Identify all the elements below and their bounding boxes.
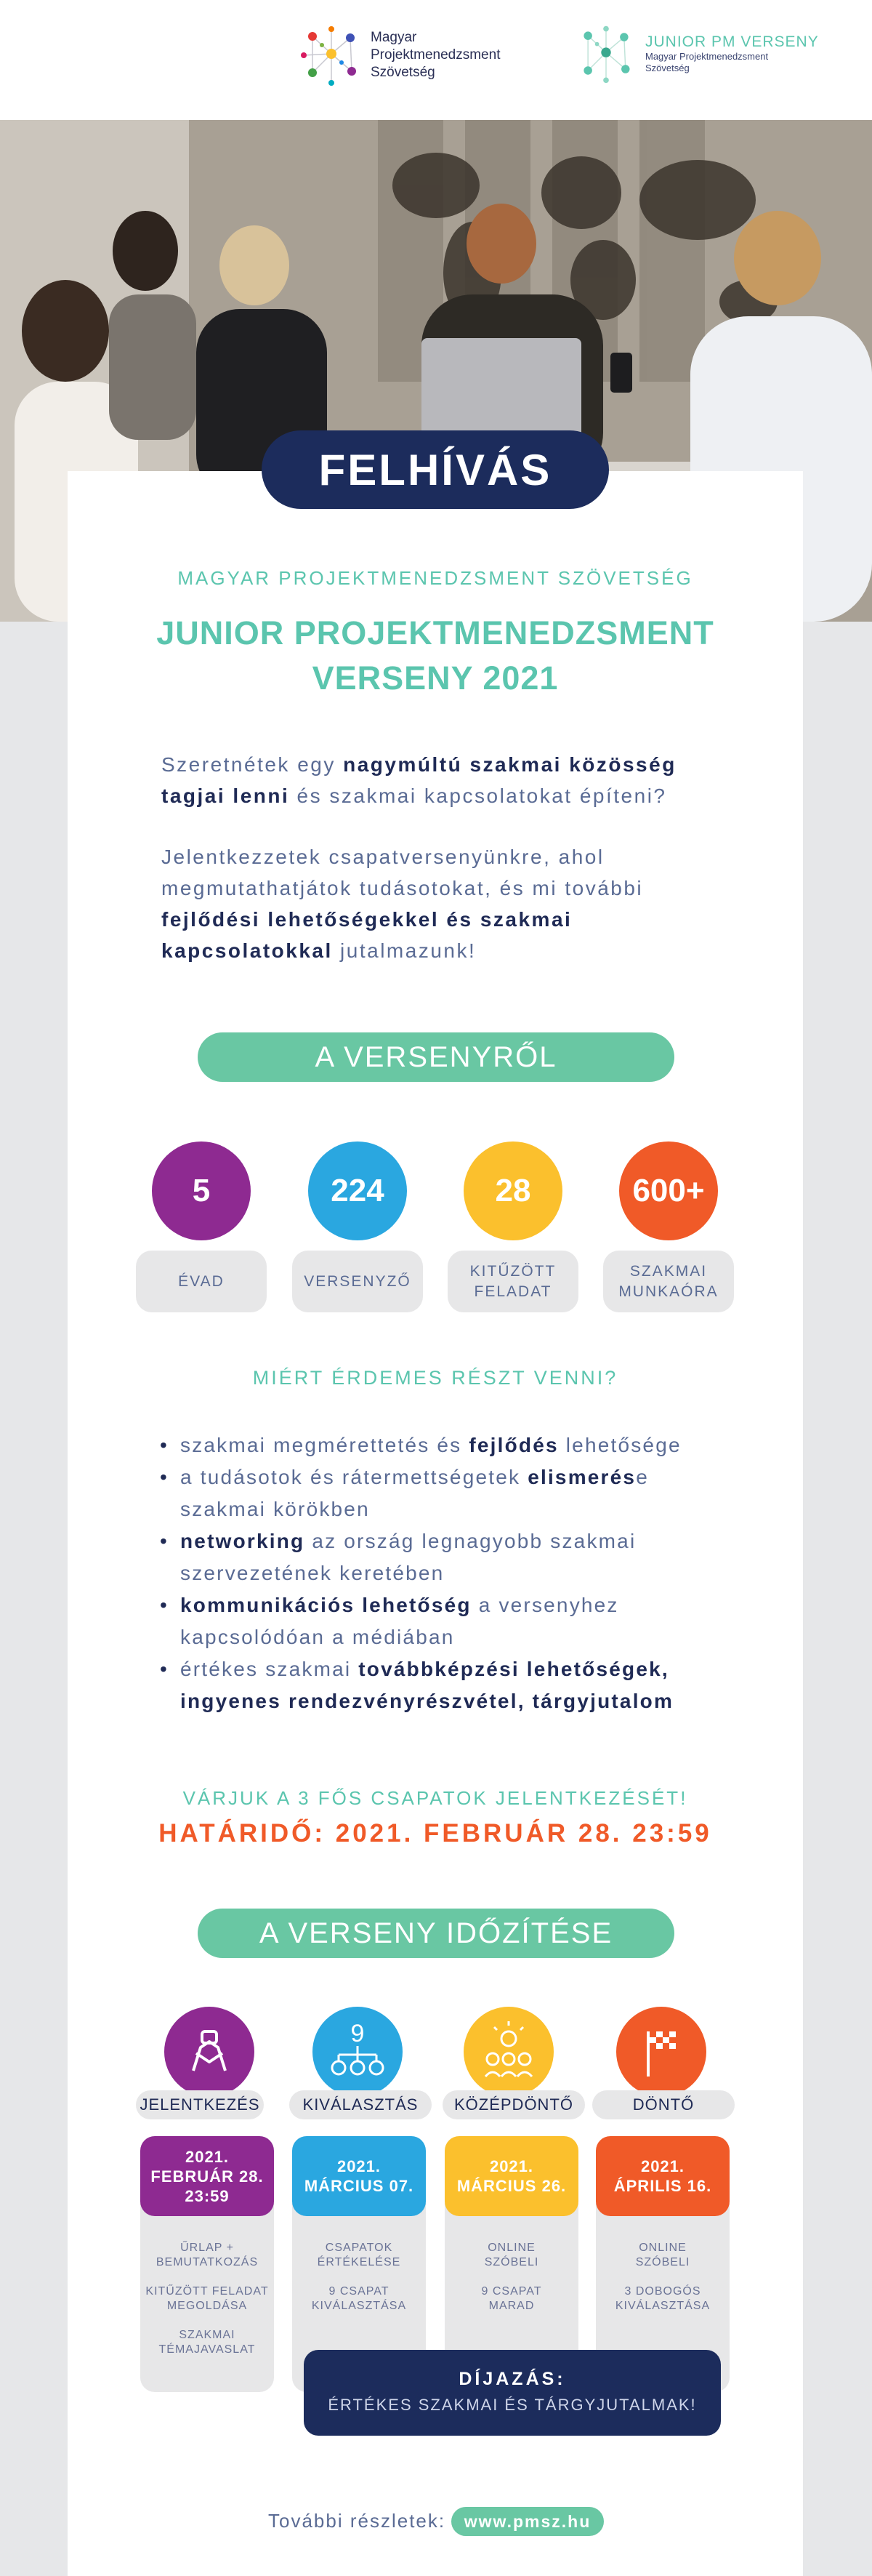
stage-date-final xyxy=(596,2136,730,2216)
junior-logo-title: JUNIOR PM VERSENY xyxy=(645,33,819,50)
stat-circle: 5 xyxy=(152,1141,251,1240)
mpsz-logo-line3: Szövetség xyxy=(371,65,435,80)
footer-text: További részletek: xyxy=(268,2510,446,2532)
stat-circle: 224 xyxy=(308,1141,407,1240)
detail-line: SZÓBELI xyxy=(635,2256,690,2268)
detail-line: 9 CSAPAT xyxy=(481,2285,542,2298)
date-line: 2021. xyxy=(336,2157,382,2175)
detail-item xyxy=(140,2328,274,2357)
intro-paragraph-1 xyxy=(161,749,728,811)
benefit-highlight: kommunikációs lehetőség xyxy=(180,1594,472,1616)
date-line: 2021. xyxy=(185,2147,230,2166)
handshake-team-icon xyxy=(164,2007,254,2097)
bullet: • xyxy=(160,1466,169,1488)
network-logo-green-icon xyxy=(574,22,638,86)
detail-line: SZÓBELI xyxy=(484,2256,539,2268)
idea-team-icon xyxy=(464,2007,554,2097)
junior-logo-text xyxy=(645,33,819,74)
detail-line: TÉMAJAVASLAT xyxy=(158,2343,256,2356)
why-title: MIÉRT ÉRDEMES RÉSZT VENNI? xyxy=(252,1367,618,1389)
selection-tree-icon xyxy=(312,2007,403,2097)
benefit-text: lehetősége xyxy=(558,1434,682,1456)
header xyxy=(0,0,872,120)
detail-line: CSAPATOK xyxy=(325,2242,393,2254)
finish-flag-icon xyxy=(616,2007,706,2097)
detail-line: 3 DOBOGÓS xyxy=(624,2285,701,2298)
date-line: MÁRCIUS 26. xyxy=(456,2177,567,2195)
org-name: MAGYAR PROJEKTMENEDZSMENT SZÖVETSÉG xyxy=(177,567,693,589)
detail-line: MEGOLDÁSA xyxy=(166,2300,248,2312)
detail-line: KIVÁLASZTÁSA xyxy=(311,2300,407,2312)
section-title-timeline: A VERSENY IDŐZÍTÉSE xyxy=(198,1909,674,1958)
intro-paragraph-2 xyxy=(161,841,728,966)
detail-line: 9 CSAPAT xyxy=(328,2285,389,2298)
detail-line: ŰRLAP + xyxy=(180,2242,234,2254)
prize-subtitle: ÉRTÉKES SZAKMAI ÉS TÁRGYJUTALMAK! xyxy=(328,2396,697,2414)
list-item xyxy=(160,1429,741,1461)
stage-label-semifinal: KÖZÉPDÖNTŐ xyxy=(443,2090,585,2119)
bullet: • xyxy=(160,1658,169,1680)
date-line: 23:59 xyxy=(185,2186,230,2205)
benefit-highlight: networking xyxy=(180,1530,305,1552)
mpsz-logo-line2: Projektmenedzsment xyxy=(371,47,501,63)
intro-p2-highlight: fejlődési lehetőségekkel és szakmai kapcsolatokkal xyxy=(161,908,573,962)
stat-label: ÉVAD xyxy=(136,1251,267,1312)
selection-number: 9 xyxy=(350,2020,365,2047)
prize-banner xyxy=(304,2350,721,2436)
detail-line: KIVÁLASZTÁSA xyxy=(615,2300,711,2312)
detail-line: BEMUTATKOZÁS xyxy=(156,2256,259,2268)
benefit-highlight: fejlődés xyxy=(469,1434,559,1456)
list-item xyxy=(160,1525,741,1589)
stat-label: KITŰZÖTT FELADAT xyxy=(448,1251,578,1312)
stage-date-application xyxy=(140,2136,274,2216)
intro-p1-text-c: és szakmai kapcsolatokat építeni? xyxy=(289,785,667,807)
benefit-text: a tudásotok és rátermettségetek xyxy=(180,1466,528,1488)
list-item xyxy=(160,1461,741,1525)
stat-circle: 28 xyxy=(464,1141,562,1240)
detail-item xyxy=(292,2284,426,2314)
mpsz-logo-line1: Magyar xyxy=(371,30,417,45)
junior-logo-line1: Magyar Projektmenedzsment xyxy=(645,51,769,62)
detail-item xyxy=(445,2241,578,2270)
stage-label-application: JELENTKEZÉS xyxy=(136,2090,264,2119)
date-line: 2021. xyxy=(640,2157,685,2175)
benefit-text: e szakmai körökben xyxy=(180,1466,649,1520)
intro-p2-text-a: Jelentkezzetek csapatversenyünkre, ahol megmutathatjátok tudásotokat, és mi további xyxy=(161,846,644,899)
bullet: • xyxy=(160,1594,169,1616)
detail-item xyxy=(140,2241,274,2270)
benefit-highlight: elismerés xyxy=(528,1466,637,1488)
date-line: 2021. xyxy=(489,2157,534,2175)
benefits-list xyxy=(160,1429,741,1717)
stage-details-application xyxy=(140,2203,274,2392)
benefit-text: értékes szakmai xyxy=(180,1658,359,1680)
page-title-line1: JUNIOR PROJEKTMENEDZSMENT xyxy=(156,614,714,651)
date-line: FEBRUÁR 28. xyxy=(150,2167,264,2186)
page-title-line2: VERSENY 2021 xyxy=(312,659,559,697)
stage-date-selection xyxy=(292,2136,426,2216)
network-logo-icon xyxy=(298,22,365,89)
stat-competitors xyxy=(292,1141,423,1312)
bullet: • xyxy=(160,1530,169,1552)
detail-item xyxy=(596,2241,730,2270)
detail-line: ÉRTÉKELÉSE xyxy=(317,2256,401,2268)
date-line: ÁPRILIS 16. xyxy=(613,2177,712,2195)
junior-pm-logo[interactable] xyxy=(574,22,819,86)
detail-line: SZAKMAI xyxy=(179,2329,235,2341)
benefit-text: a versenyhez kapcsolódóan a médiában xyxy=(180,1594,619,1648)
intro-p1-highlight: nagymúltú szakmai közösség tagjai lenni xyxy=(161,753,677,807)
call-to-action: VÁRJUK A 3 FŐS CSAPATOK JELENTKEZÉSÉT! xyxy=(182,1787,688,1809)
section-title-about: A VERSENYRŐL xyxy=(198,1032,674,1082)
felhivas-badge: FELHÍVÁS xyxy=(262,430,609,509)
date-line: MÁRCIUS 07. xyxy=(304,2177,414,2195)
detail-line: MARAD xyxy=(488,2300,535,2312)
stat-circle: 600+ xyxy=(619,1141,718,1240)
stat-label: SZAKMAI MUNKAÓRA xyxy=(603,1251,734,1312)
detail-item xyxy=(596,2284,730,2314)
stat-label: VERSENYZŐ xyxy=(292,1251,423,1312)
detail-line: ONLINE xyxy=(639,2242,687,2254)
list-item xyxy=(160,1589,741,1653)
stage-label-final: DÖNTŐ xyxy=(592,2090,735,2119)
benefit-text: az ország legnagyobb szakmai szervezetének keretében xyxy=(180,1530,637,1584)
detail-line: ONLINE xyxy=(488,2242,536,2254)
stage-date-semifinal xyxy=(445,2136,578,2216)
bullet: • xyxy=(160,1434,169,1456)
stat-seasons xyxy=(136,1141,267,1312)
page-title xyxy=(68,611,803,701)
detail-item xyxy=(445,2284,578,2314)
mpsz-logo[interactable] xyxy=(298,22,500,89)
intro-p2-text-c: jutalmazunk! xyxy=(332,939,477,962)
benefit-highlight: továbbképzési lehetőségek, ingyenes rendezvényrészvétel, tárgyjutalom xyxy=(180,1658,674,1712)
intro-p1-text-a: Szeretnétek egy xyxy=(161,753,344,776)
mpsz-logo-text xyxy=(371,29,500,81)
list-item xyxy=(160,1653,741,1717)
detail-line: KITŰZÖTT FELADAT xyxy=(145,2285,269,2298)
prize-title: DÍJAZÁS: xyxy=(459,2369,566,2389)
benefit-text: szakmai megmérettetés és xyxy=(180,1434,469,1456)
deadline: HATÁRIDŐ: 2021. FEBRUÁR 28. 23:59 xyxy=(158,1819,712,1847)
stat-work-hours xyxy=(603,1141,734,1312)
junior-logo-line2: Szövetség xyxy=(645,63,690,73)
stage-label-selection: KIVÁLASZTÁS xyxy=(289,2090,432,2119)
detail-item xyxy=(292,2241,426,2270)
detail-item xyxy=(140,2284,274,2314)
stat-tasks xyxy=(448,1141,578,1312)
website-link[interactable]: www.pmsz.hu xyxy=(451,2507,604,2536)
